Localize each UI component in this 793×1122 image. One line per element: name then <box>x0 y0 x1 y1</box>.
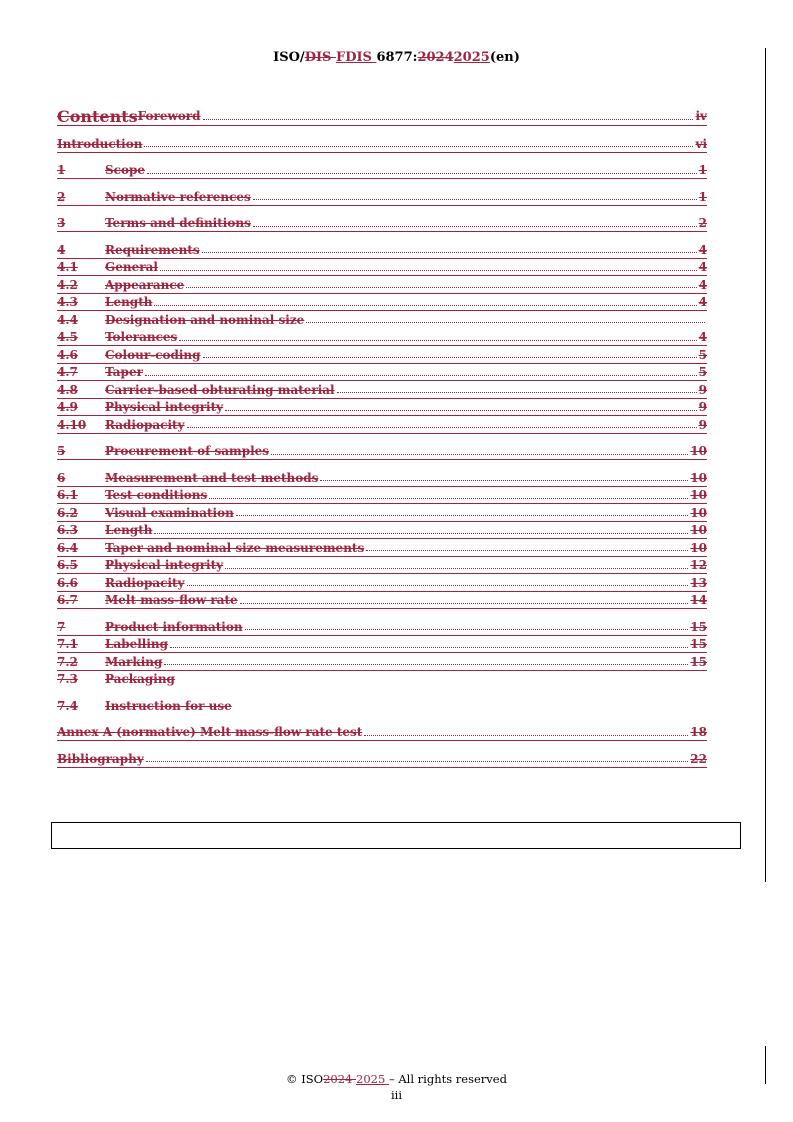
header-suffix: (en) <box>489 50 520 65</box>
toc-entry-number: 4 <box>57 242 66 257</box>
toc-entry-page: 15 <box>690 619 707 634</box>
toc-entry-title: Physical integrity <box>105 400 224 415</box>
toc-leader <box>225 410 697 411</box>
toc-entry-page: 1 <box>698 163 707 178</box>
footer-deleted-year: 2024 <box>323 1072 356 1086</box>
toc-entry[interactable] <box>57 750 707 768</box>
toc-entry-title: Visual examination <box>105 505 234 520</box>
toc-entry-number: 4.6 <box>57 347 78 362</box>
toc-entry[interactable] <box>57 241 707 259</box>
header-deleted-stage: DIS <box>304 50 336 65</box>
toc-leader <box>337 392 697 393</box>
toc-entry[interactable] <box>57 416 707 434</box>
toc-entry[interactable] <box>57 574 707 592</box>
toc-entry-number: 6.4 <box>57 540 78 555</box>
toc-entry-title: Labelling <box>105 637 169 652</box>
toc-entry-page: 4 <box>698 330 707 345</box>
toc-entry-page: 18 <box>690 725 707 740</box>
toc-entry[interactable] <box>57 653 707 671</box>
toc-entry-page: 2 <box>698 216 707 231</box>
toc-entry[interactable] <box>57 399 707 417</box>
toc-entry[interactable] <box>57 381 707 399</box>
toc-entry-page: 10 <box>690 540 707 555</box>
toc-entry-title: Length <box>105 295 153 310</box>
toc-leader <box>240 603 689 604</box>
toc-entry-number: 4.3 <box>57 295 78 310</box>
toc-entry-title: Instruction for use <box>105 698 232 713</box>
table-of-contents <box>57 106 707 768</box>
toc-entry-title: Carrier-based obturating material <box>105 382 335 397</box>
toc-entry-page: vi <box>695 136 707 151</box>
toc-entry[interactable] <box>57 618 707 636</box>
toc-entry-number: 6.1 <box>57 488 78 503</box>
toc-entry-number: 6.3 <box>57 523 78 538</box>
toc-entry[interactable] <box>57 443 707 461</box>
toc-entry[interactable] <box>57 162 707 180</box>
toc-foreword-page: iv <box>695 109 707 123</box>
toc-leader <box>202 252 697 253</box>
toc-entry-number: 4.9 <box>57 400 78 415</box>
toc-entry-page: 9 <box>698 382 707 397</box>
toc-entry-number: 7.4 <box>57 698 78 713</box>
toc-entry[interactable] <box>57 329 707 347</box>
toc-entry-page: 4 <box>698 260 707 275</box>
toc-leader <box>154 305 696 306</box>
toc-leader <box>306 322 705 323</box>
footer-prefix: © ISO <box>286 1072 324 1086</box>
toc-entry-page: 9 <box>698 417 707 432</box>
toc-foreword-title: Foreword <box>137 109 201 123</box>
toc-entry-page: 10 <box>690 444 707 459</box>
toc-entry[interactable] <box>57 539 707 557</box>
toc-leader <box>271 454 688 455</box>
toc-entry-page: 4 <box>698 277 707 292</box>
toc-entry[interactable] <box>57 311 707 329</box>
toc-leader <box>245 629 689 630</box>
toc-entry-number: 7.3 <box>57 672 78 687</box>
toc-entry-title: Tolerances <box>105 330 178 345</box>
toc-entry[interactable] <box>57 636 707 654</box>
toc-leader <box>186 287 696 288</box>
toc-entry-title: General <box>105 260 158 275</box>
toc-entry-number: 6.5 <box>57 558 78 573</box>
toc-entry-number: 4.10 <box>57 417 87 432</box>
toc-entry-page: 9 <box>698 400 707 415</box>
footer-inserted-year: 2025 <box>356 1072 389 1086</box>
change-bar-top <box>765 48 766 882</box>
toc-entry-number: 4.2 <box>57 277 78 292</box>
toc-leader <box>170 647 688 648</box>
toc-leader <box>320 480 688 481</box>
toc-entry-page: 15 <box>690 654 707 669</box>
toc-leader <box>203 357 697 358</box>
toc-entry-number: 7.2 <box>57 654 78 669</box>
header-inserted-year: 2025 <box>453 50 490 65</box>
toc-entry-number: 4.4 <box>57 312 78 327</box>
toc-entry[interactable] <box>57 276 707 294</box>
document-header <box>0 50 793 65</box>
toc-entry-page: 13 <box>690 575 707 590</box>
toc-entry-title: Taper and nominal size measurements <box>105 540 365 555</box>
toc-entry-title: Melt mass-flow rate <box>105 593 238 608</box>
toc-leader <box>366 550 688 551</box>
toc-entry-page: 10 <box>690 470 707 485</box>
toc-entry-title: Bibliography <box>57 751 144 766</box>
toc-entry[interactable] <box>57 671 707 689</box>
toc-entry-title: Normative references <box>105 189 251 204</box>
copyright-footer <box>0 1072 793 1086</box>
toc-leader <box>160 270 697 271</box>
toc-entry[interactable] <box>57 487 707 505</box>
toc-entry-number: 4.5 <box>57 330 78 345</box>
toc-entry-title: Measurement and test methods <box>105 470 319 485</box>
toc-row-foreword[interactable] <box>57 106 707 126</box>
toc-entry-number: 6.6 <box>57 575 78 590</box>
empty-bordered-box <box>51 822 741 849</box>
toc-entry[interactable] <box>57 346 707 364</box>
toc-entry-page: 15 <box>690 637 707 652</box>
toc-entry[interactable] <box>57 259 707 277</box>
toc-entry-title: Packaging <box>105 672 175 687</box>
toc-entry-title: Designation and nominal size <box>105 312 305 327</box>
toc-entry-page: 5 <box>698 347 707 362</box>
toc-entry-number: 4.8 <box>57 382 78 397</box>
toc-entry-page: 5 <box>698 365 707 380</box>
toc-entry-page: 10 <box>690 523 707 538</box>
toc-leader <box>253 226 697 227</box>
toc-entry[interactable] <box>57 188 707 206</box>
toc-entry-title: Procurement of samples <box>105 444 270 459</box>
toc-entry-number: 6 <box>57 470 66 485</box>
toc-entry-page: 22 <box>690 751 707 766</box>
toc-entry[interactable] <box>57 294 707 312</box>
contents-heading: Contents <box>57 106 138 126</box>
toc-entry[interactable] <box>57 504 707 522</box>
toc-entry[interactable] <box>57 364 707 382</box>
toc-entry-number: 4.7 <box>57 365 78 380</box>
toc-leader <box>147 173 697 174</box>
toc-entry-number: 6.2 <box>57 505 78 520</box>
header-deleted-year: 2024 <box>417 50 454 65</box>
toc-entry-title: Introduction <box>57 136 143 151</box>
toc-leader <box>187 585 689 586</box>
toc-entry-title: Colour-coding <box>105 347 201 362</box>
toc-entry-title: Appearance <box>105 277 185 292</box>
footer-suffix: – All rights reserved <box>388 1072 507 1086</box>
toc-entry[interactable] <box>57 135 707 153</box>
toc-entry-page: 4 <box>698 242 707 257</box>
toc-entry-number: 3 <box>57 216 66 231</box>
toc-entry-number: 6.7 <box>57 593 78 608</box>
toc-entry-number: 7.1 <box>57 637 78 652</box>
toc-entry-title: Taper <box>105 365 143 380</box>
toc-entries <box>57 135 707 768</box>
toc-entry-page: 10 <box>690 505 707 520</box>
toc-entry[interactable] <box>57 697 707 715</box>
toc-leader <box>154 533 688 534</box>
toc-entry-title: Radiopacity <box>105 575 185 590</box>
toc-entry-title: Product information <box>105 619 243 634</box>
toc-entry-title: Terms and definitions <box>105 216 251 231</box>
toc-entry-page: 4 <box>698 295 707 310</box>
toc-leader <box>203 119 694 120</box>
toc-leader <box>253 199 697 200</box>
toc-entry-page: 1 <box>698 189 707 204</box>
toc-leader <box>164 664 688 665</box>
toc-entry-number: 5 <box>57 444 66 459</box>
toc-entry-title: Length <box>105 523 153 538</box>
toc-leader <box>236 515 688 516</box>
toc-entry[interactable] <box>57 522 707 540</box>
toc-entry-title: Requirements <box>105 242 200 257</box>
toc-entry-title: Scope <box>105 163 146 178</box>
toc-leader <box>145 375 697 376</box>
toc-leader <box>209 498 688 499</box>
toc-entry-number: 7 <box>57 619 66 634</box>
toc-entry[interactable] <box>57 557 707 575</box>
page-number: iii <box>390 1088 403 1102</box>
toc-entry-title: Marking <box>105 654 163 669</box>
toc-entry-number: 2 <box>57 189 66 204</box>
toc-entry-title: Physical integrity <box>105 558 224 573</box>
toc-entry-title: Annex A (normative) Melt mass-flow rate test <box>57 725 363 740</box>
toc-leader <box>146 761 689 762</box>
toc-entry-page: 10 <box>690 488 707 503</box>
toc-leader <box>187 427 697 428</box>
header-prefix: ISO/ <box>273 50 305 65</box>
toc-leader <box>364 735 688 736</box>
toc-entry-number: 4.1 <box>57 260 78 275</box>
toc-leader <box>144 146 693 147</box>
toc-entry[interactable] <box>57 215 707 233</box>
toc-entry-title: Test conditions <box>105 488 208 503</box>
header-number: 6877: <box>376 50 418 65</box>
toc-entry-number: 1 <box>57 163 66 178</box>
toc-entry[interactable] <box>57 469 707 487</box>
toc-entry-page: 12 <box>690 558 707 573</box>
toc-entry[interactable] <box>57 724 707 742</box>
header-inserted-stage: FDIS <box>335 50 377 65</box>
toc-entry[interactable] <box>57 592 707 610</box>
toc-leader <box>225 568 688 569</box>
toc-entry-title: Radiopacity <box>105 417 185 432</box>
toc-entry-page: 14 <box>690 593 707 608</box>
toc-leader <box>179 340 696 341</box>
